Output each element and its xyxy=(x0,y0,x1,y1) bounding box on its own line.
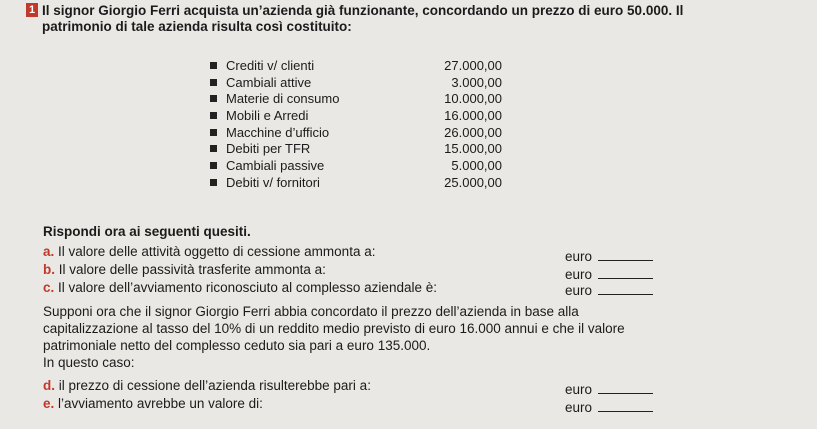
list-item xyxy=(210,175,502,192)
item-name: Crediti v/ clienti xyxy=(226,58,315,73)
square-bullet-icon xyxy=(210,95,217,102)
question-text: l’avviamento avrebbe un valore di: xyxy=(58,396,263,411)
item-value: 16.000,00 xyxy=(444,108,502,124)
scenario-line4: In questo caso: xyxy=(43,355,135,370)
question-text: Il valore dell’avviamento riconosciuto al complesso aziendale è: xyxy=(58,280,437,295)
asset-liability-list xyxy=(210,58,502,192)
item-value: 26.000,00 xyxy=(444,124,502,140)
question-letter: c. xyxy=(43,280,55,295)
list-item xyxy=(210,125,502,142)
question-text: il prezzo di cessione dell’azienda risulterebbe pari a: xyxy=(58,378,371,393)
item-value: 15.000,00 xyxy=(444,141,502,157)
square-bullet-icon xyxy=(210,79,217,86)
item-value: 25.000,00 xyxy=(444,174,502,190)
exercise-intro-line1: Il signor Giorgio Ferri acquista un’azienda già funzionante, concordando un prezzo di euro 50.000. Il xyxy=(42,3,684,18)
item-value: 10.000,00 xyxy=(444,91,502,107)
item-name: Macchine d’ufficio xyxy=(226,124,330,140)
question-letter: a. xyxy=(43,244,55,259)
answer-d xyxy=(565,382,653,397)
answer-c xyxy=(565,283,653,298)
answer-a-blank[interactable] xyxy=(598,249,653,261)
list-item xyxy=(210,58,502,75)
answer-d-blank[interactable] xyxy=(598,382,653,394)
answer-unit: euro xyxy=(565,249,593,264)
square-bullet-icon xyxy=(210,112,217,119)
question-letter: e. xyxy=(43,396,55,411)
scenario-line2: capitalizzazione al tasso del 10% di un reddito medio previsto di euro 16.000 annui e che il valore xyxy=(43,321,625,336)
answer-e-blank[interactable] xyxy=(598,400,653,412)
question-c xyxy=(43,280,437,295)
item-value: 27.000,00 xyxy=(444,58,502,73)
question-e xyxy=(43,396,263,411)
item-name: Mobili e Arredi xyxy=(226,108,309,124)
question-text: Il valore delle attività oggetto di cessione ammonta a: xyxy=(58,244,376,259)
list-item xyxy=(210,91,502,108)
exercise-number-badge: 1 xyxy=(26,3,38,17)
question-a xyxy=(43,244,375,259)
list-item xyxy=(210,108,502,125)
answer-b-blank[interactable] xyxy=(598,267,653,279)
item-name: Cambiali passive xyxy=(226,158,325,174)
list-item xyxy=(210,141,502,158)
item-name: Debiti per TFR xyxy=(226,141,311,157)
item-value: 3.000,00 xyxy=(451,74,502,90)
exercise-intro-line2: patrimonio di tale azienda risulta così costituito: xyxy=(42,19,352,34)
answer-a xyxy=(565,249,653,264)
answer-unit: euro xyxy=(565,267,593,282)
item-name: Materie di consumo xyxy=(226,91,340,107)
question-b xyxy=(43,262,326,277)
list-item xyxy=(210,158,502,175)
answer-c-blank[interactable] xyxy=(598,283,653,295)
square-bullet-icon xyxy=(210,162,217,169)
scenario-line3: patrimoniale netto del complesso ceduto sia pari a euro 135.000. xyxy=(43,338,431,353)
question-letter: b. xyxy=(43,262,55,277)
answer-unit: euro xyxy=(565,382,593,397)
questions-title: Rispondi ora ai seguenti quesiti. xyxy=(43,224,251,239)
list-item xyxy=(210,75,502,92)
answer-unit: euro xyxy=(565,400,593,415)
scenario-line1: Supponi ora che il signor Giorgio Ferri abbia concordato il prezzo dell’azienda in base alla xyxy=(43,304,579,319)
question-d xyxy=(43,378,371,393)
question-text: Il valore delle passività trasferite ammonta a: xyxy=(58,262,326,277)
question-letter: d. xyxy=(43,378,55,393)
item-name: Debiti v/ fornitori xyxy=(226,174,320,190)
square-bullet-icon xyxy=(210,145,217,152)
answer-b xyxy=(565,267,653,282)
answer-unit: euro xyxy=(565,283,593,298)
answer-e xyxy=(565,400,653,415)
item-value: 5.000,00 xyxy=(451,158,502,174)
square-bullet-icon xyxy=(210,129,217,136)
square-bullet-icon xyxy=(210,62,217,69)
square-bullet-icon xyxy=(210,179,217,186)
item-name: Cambiali attive xyxy=(226,74,312,90)
